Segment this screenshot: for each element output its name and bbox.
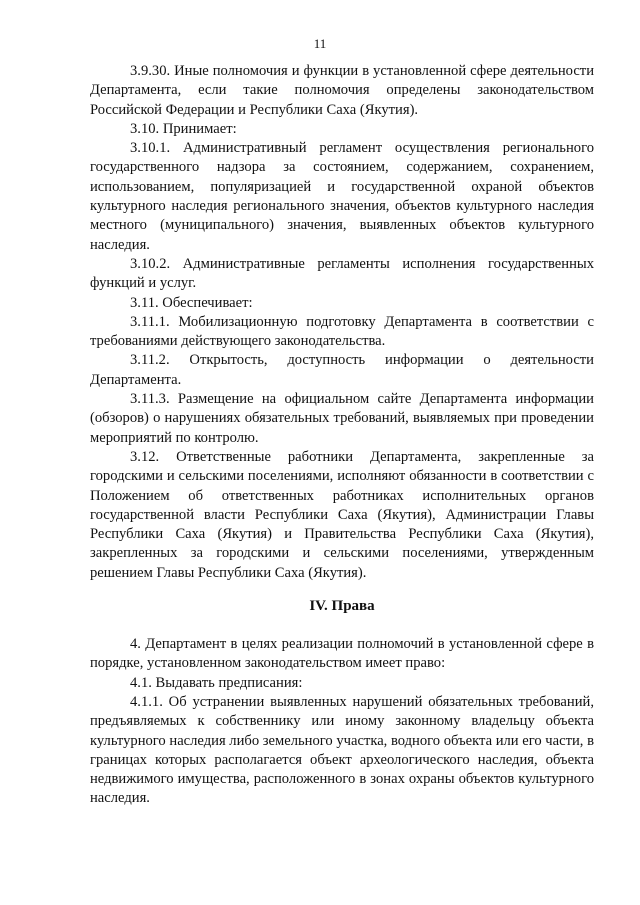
paragraph-3-11-2: 3.11.2. Открытость, доступность информации о деятельности Департамента. bbox=[90, 352, 594, 388]
paragraph-3-10-2: 3.10.2. Административные регламенты исполнения государственных функций и услуг. bbox=[90, 255, 594, 292]
paragraph-4-1-1: 4.1.1. Об устранении выявленных нарушений обязательных требований, предъявляемых к собственнику или иному законному владельцу объекта культурного наследия либо земельного участка, водного объекта или его части, в границах которых располагается объект археологического наследия, объекта недвижимого имущества, расположенного в зонах охраны объектов культурного наследия. bbox=[90, 693, 594, 807]
heading-spacer bbox=[90, 617, 594, 635]
paragraph-3-12: 3.12. Ответственные работники Департамента, закрепленные за городскими и сельскими поселениями, исполняют обязанности в соответствии с Положением об ответственных работниках исполнительных органов государственной власти Республики Саха (Якутия), Администрации Главы Республики Саха (Якутия) и Правительства Республики Саха (Якутия), закрепленных за городскими и сельскими поселениями, утвержденным решением Главы Республики Саха (Якутия). bbox=[90, 448, 594, 581]
paragraph-3-11-1: 3.11.1. Мобилизационную подготовку Департамента в соответствии с требованиями действующего законодательства. bbox=[90, 313, 594, 350]
section-heading-rights: IV. Права bbox=[309, 598, 375, 615]
paragraph-3-9-30: 3.9.30. Иные полномочия и функции в установленной сфере деятельности Департамента, если такие полномочия определены законодательством Российской Федерации и Республики Саха (Якутия). bbox=[90, 63, 594, 118]
paragraph-4-1: 4.1. Выдавать предписания: bbox=[130, 674, 303, 691]
document-body bbox=[90, 62, 594, 809]
page-number: 11 bbox=[313, 36, 327, 51]
paragraph-3-10-1: 3.10.1. Административный регламент осуществления регионального государственного надзора за состоянием, содержанием, сохранением, использованием, популяризацией и государственной охраной объектов культурного наследия регионального значения, объектов культурного наследия местного (муниципального) значения, выявленных объектов культурного наследия. bbox=[90, 140, 594, 253]
paragraph-3-11-3: 3.11.3. Размещение на официальном сайте Департамента информации (обзоров) о нарушениях обязательных требований, выявляемых при проведении мероприятий по контролю. bbox=[90, 391, 594, 446]
paragraph-3-11: 3.11. Обеспечивает: bbox=[130, 294, 253, 311]
paragraph-4: 4. Департамент в целях реализации полномочий в установленной сфере в порядке, установленном законодательством имеет право: bbox=[90, 636, 594, 672]
paragraph-3-10: 3.10. Принимает: bbox=[130, 120, 237, 137]
